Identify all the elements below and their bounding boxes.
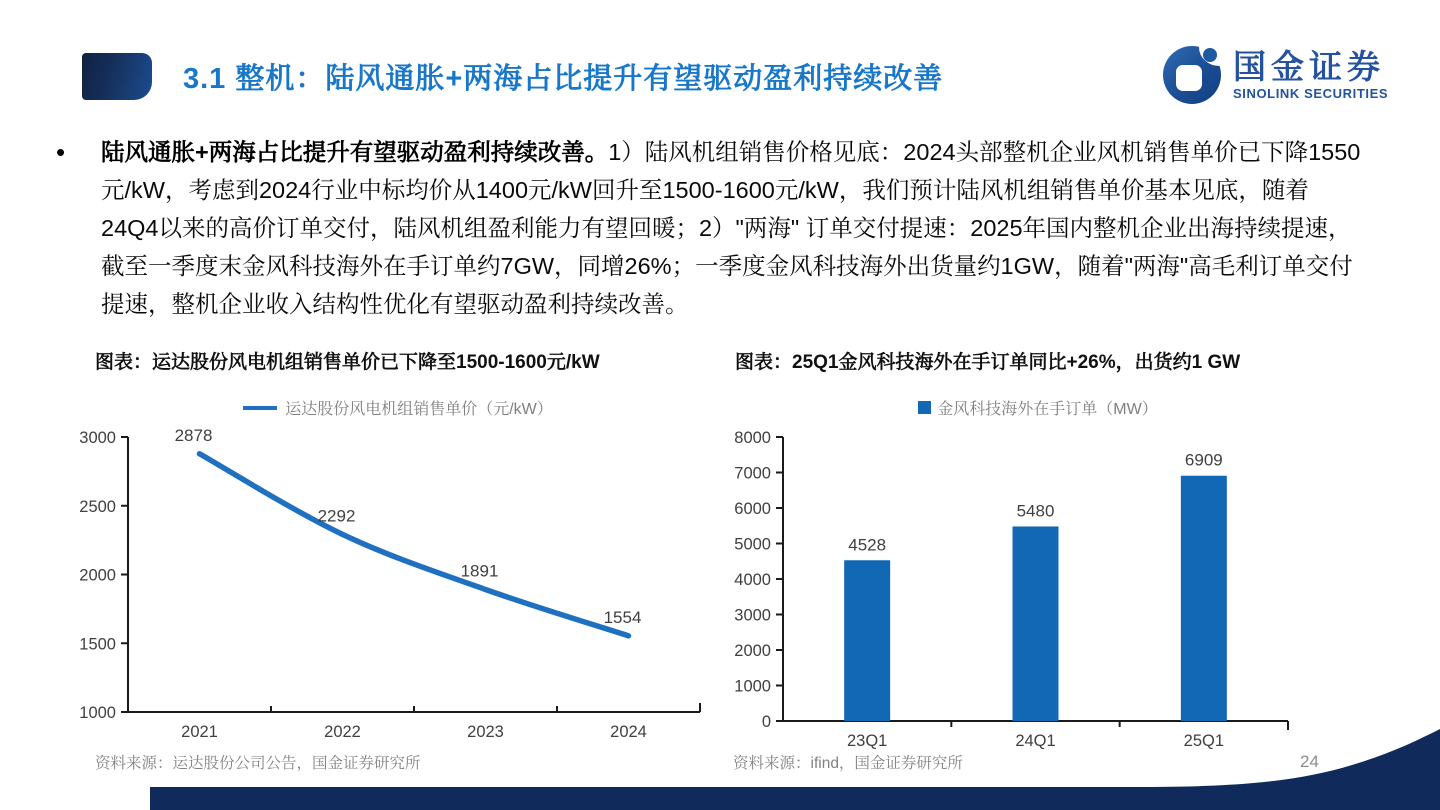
summary-text — [101, 133, 1362, 323]
svg-text:1500: 1500 — [79, 635, 116, 654]
svg-text:3000: 3000 — [79, 429, 116, 447]
legend-line-label: 运达股份风电机组销售单价（元/kW） — [285, 401, 553, 418]
footer-wave-shape — [0, 690, 1440, 810]
svg-text:24Q1: 24Q1 — [1015, 732, 1056, 750]
logo-text — [1233, 47, 1389, 101]
sinolink-logo — [1163, 46, 1388, 104]
svg-text:7000: 7000 — [734, 464, 771, 483]
page-title: 3.1 整机：陆风通胀+两海占比提升有望驱动盈利持续改善 — [183, 63, 944, 95]
svg-text:2021: 2021 — [181, 723, 218, 741]
logo-square-shape — [1176, 65, 1202, 91]
legend-bar-label: 金风科技海外在手订单（MW） — [937, 401, 1158, 418]
svg-text:6000: 6000 — [734, 500, 771, 518]
svg-text:1891: 1891 — [460, 561, 499, 581]
svg-text:2500: 2500 — [79, 497, 116, 516]
svg-text:3000: 3000 — [734, 606, 771, 625]
line-chart-source: 资料来源：运达股份公司公告，国金证券研究所 — [95, 755, 421, 772]
summary-lead: 陆风通胀+两海占比提升有望驱动盈利持续改善。 — [101, 139, 609, 165]
svg-text:2022: 2022 — [324, 723, 361, 741]
svg-text:2000: 2000 — [734, 642, 771, 660]
bar-chart-title: 图表：25Q1金风科技海外在手订单同比+26%，出货约1 GW — [735, 352, 1241, 373]
svg-text:5000: 5000 — [734, 535, 771, 554]
bar-chart-source: 资料来源：ifind，国金证券研究所 — [733, 755, 963, 772]
logo-en-text: SINOLINK SECURITIES — [1233, 85, 1389, 101]
logo-dot-shape — [1203, 48, 1217, 62]
svg-text:6909: 6909 — [1184, 450, 1223, 470]
page-number: 24 — [1300, 752, 1319, 771]
svg-text:25Q1: 25Q1 — [1183, 732, 1225, 750]
legend-bar-swatch — [918, 401, 931, 414]
svg-text:2292: 2292 — [317, 506, 356, 526]
line-chart-title: 图表：运达股份风电机组销售单价已下降至1500-1600元/kW — [95, 352, 600, 373]
svg-text:8000: 8000 — [734, 429, 771, 447]
bullet-marker: • — [56, 137, 66, 167]
summary-bullet — [50, 133, 1362, 323]
svg-text:2024: 2024 — [610, 723, 647, 741]
summary-body: 1）陆风机组销售价格见底：2024头部整机企业风机销售单价已下降1550元/kW，考虑到2024行业中标均价从1400元/kW回升至1500-1600元/kW，我们预计陆风机组销售单价基本见底，随着24Q4以来的高价订单交付，陆风机组盈利能力有望回暖；2）"两海" 订单交付提速：2025年国内整机企业出海持续提速，截至一季度末金风科技海外在手订单约7GW，同增26%；一季度金风科技海外出货量约1GW，随着"两海"高毛利订单交付提速，整机企业收入结构性优化有望驱动盈利持续改善。 — [101, 139, 1361, 317]
svg-text:5480: 5480 — [1016, 501, 1055, 521]
logo-cn-text: 国金证券 — [1233, 47, 1385, 85]
legend-line-swatch — [243, 406, 277, 410]
svg-text:4000: 4000 — [734, 571, 771, 589]
svg-text:2023: 2023 — [467, 723, 504, 741]
svg-text:1000: 1000 — [734, 677, 771, 696]
svg-text:1554: 1554 — [603, 607, 642, 627]
header-accent-shape — [82, 53, 152, 100]
svg-text:23Q1: 23Q1 — [846, 732, 888, 750]
svg-text:4528: 4528 — [848, 535, 887, 555]
svg-text:2000: 2000 — [79, 566, 116, 585]
svg-text:1000: 1000 — [79, 704, 116, 722]
sinolink-logo-icon — [1163, 46, 1221, 104]
svg-text:2878: 2878 — [174, 425, 213, 445]
svg-text:0: 0 — [761, 713, 771, 731]
